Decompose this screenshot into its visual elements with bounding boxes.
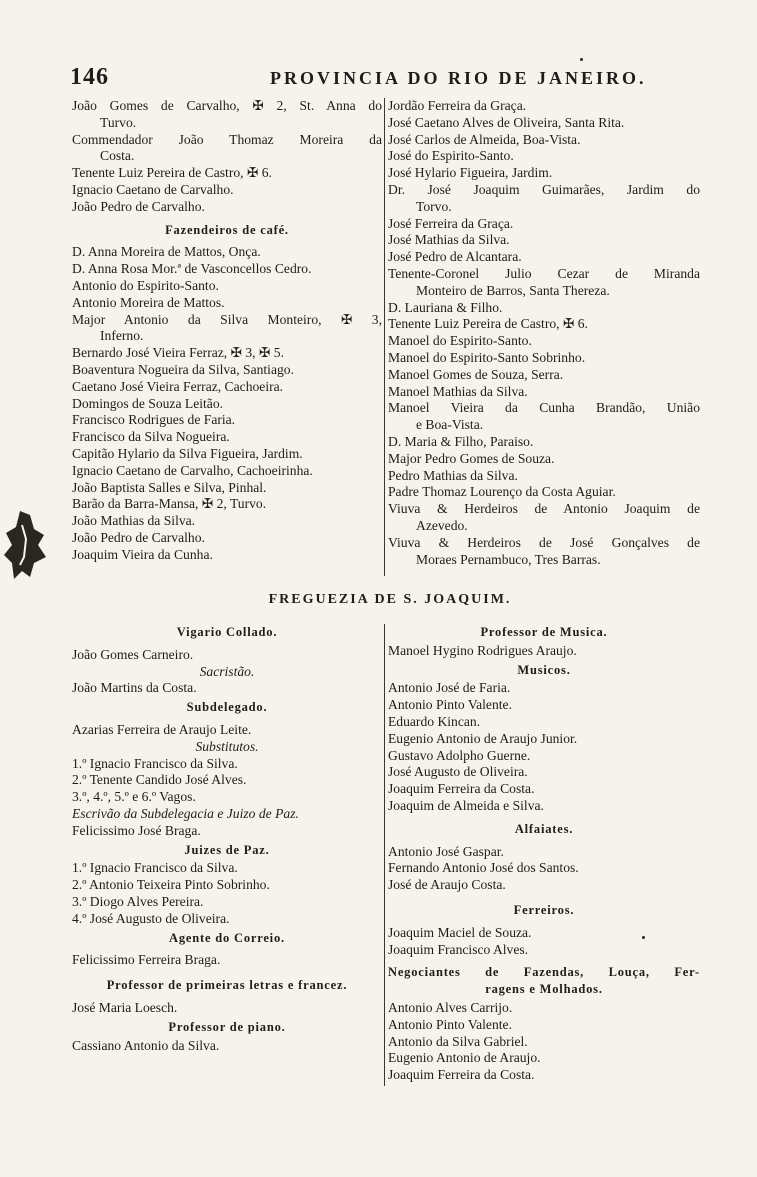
entry: 2.º Tenente Candido José Alves. bbox=[72, 772, 247, 788]
entry: Padre Thomaz Lourenço da Costa Aguiar. bbox=[388, 484, 616, 500]
entry: João Martins da Costa. bbox=[72, 680, 197, 696]
entry: 1.º Ignacio Francisco da Silva. bbox=[72, 755, 238, 771]
entry: Torvo. bbox=[416, 198, 452, 214]
entry: 2.º Antonio Teixeira Pinto Sobrinho. bbox=[72, 877, 270, 893]
entry: Inferno. bbox=[100, 328, 144, 344]
section-heading: Escrivão da Subdelegacia e Juizo de Paz. bbox=[72, 805, 299, 821]
entry: Viuva & Herdeiros de Antonio Joaquim de bbox=[388, 501, 700, 517]
entry: D. Maria & Filho, Paraiso. bbox=[388, 433, 534, 449]
entry: Antonio José Gaspar. bbox=[388, 843, 504, 859]
entry: João Gomes Carneiro. bbox=[72, 646, 194, 662]
entry: Major Pedro Gomes de Souza. bbox=[388, 450, 555, 466]
entry: Francisco da Silva Nogueira. bbox=[72, 429, 230, 445]
entry: Capitão Hylario da Silva Figueira, Jardim. bbox=[72, 445, 303, 461]
entry: José Caetano Alves de Oliveira, Santa Rita. bbox=[388, 114, 625, 130]
entry: Major Antonio da Silva Monteiro, ✠ 3, bbox=[72, 311, 382, 327]
section-heading: Alfaiates. bbox=[514, 821, 574, 836]
entry: Francisco Rodrigues de Faria. bbox=[72, 412, 236, 428]
entry: Caetano José Vieira Ferraz, Cachoeira. bbox=[72, 378, 284, 394]
entry: Joaquim de Almeida e Silva. bbox=[388, 797, 544, 813]
entry: 3.º Diogo Alves Pereira. bbox=[72, 893, 204, 909]
print-speck bbox=[580, 58, 583, 61]
entry: Eugenio Antonio de Araujo Junior. bbox=[388, 730, 578, 746]
column-rule bbox=[384, 624, 385, 1086]
entry: Fernando Antonio José dos Santos. bbox=[388, 860, 579, 876]
entry: Joaquim Maciel de Souza. bbox=[388, 924, 532, 940]
entry: Manoel do Espirito-Santo Sobrinho. bbox=[388, 349, 586, 365]
entry: 1.º Ignacio Francisco da Silva. bbox=[72, 860, 238, 876]
entry: Antonio José de Faria. bbox=[388, 680, 511, 696]
entry: Antonio Pinto Valente. bbox=[388, 697, 512, 713]
entry: Gustavo Adolpho Guerne. bbox=[388, 747, 531, 763]
top-right-column bbox=[388, 98, 700, 568]
entry: Joaquim Ferreira da Costa. bbox=[388, 1067, 535, 1083]
entry: 3.º, 4.º, 5.º e 6.º Vagos. bbox=[72, 789, 196, 805]
section-heading: Professor de primeiras letras e francez. bbox=[106, 978, 348, 993]
entry: Azevedo. bbox=[416, 517, 468, 533]
entry: Antonio do Espirito-Santo. bbox=[72, 277, 219, 293]
top-left-column bbox=[72, 98, 382, 564]
entry: José Pedro de Alcantara. bbox=[388, 249, 522, 265]
entry: Antonio Moreira de Mattos. bbox=[72, 294, 225, 310]
section-heading: Professor de Musica. bbox=[480, 625, 608, 639]
column-rule bbox=[384, 98, 385, 576]
entry: Turvo. bbox=[100, 114, 137, 130]
entry: Moraes Pernambuco, Tres Barras. bbox=[416, 551, 601, 567]
entry: Manoel Mathias da Silva. bbox=[388, 383, 528, 399]
entry: Antonio Pinto Valente. bbox=[388, 1016, 512, 1032]
section-heading: Negociantes de Fazendas, Louça, Fer- bbox=[388, 965, 700, 980]
entry: Commendador João Thomaz Moreira da bbox=[72, 131, 382, 147]
entry: Bernardo José Vieira Ferraz, ✠ 3, ✠ 5. bbox=[72, 345, 284, 361]
section-heading: Substitutos. bbox=[195, 738, 259, 754]
section-heading: Agente do Correio. bbox=[169, 930, 285, 945]
entry: Pedro Mathias da Silva. bbox=[388, 467, 518, 483]
entry: José Maria Loesch. bbox=[72, 999, 178, 1015]
entry: José do Espirito-Santo. bbox=[388, 148, 514, 164]
ink-blot-mark bbox=[0, 505, 52, 585]
section-heading: Ferreiros. bbox=[513, 902, 575, 917]
entry: José Mathias da Silva. bbox=[388, 232, 510, 248]
entry: Antonio Alves Carrijo. bbox=[388, 999, 513, 1015]
entry: João Gomes de Carvalho, ✠ 2, St. Anna do bbox=[72, 98, 382, 113]
section-heading: Professor de piano. bbox=[168, 1019, 286, 1034]
entry: João Pedro de Carvalho. bbox=[72, 529, 205, 545]
entry: João Pedro de Carvalho. bbox=[72, 198, 205, 214]
entry: Domingos de Souza Leitão. bbox=[72, 395, 224, 411]
section-heading: Subdelegado. bbox=[186, 700, 268, 715]
section-heading: Fazendeiros de café. bbox=[165, 222, 289, 237]
entry: Dr. José Joaquim Guimarães, Jardim do bbox=[388, 181, 700, 197]
entry: Antonio da Silva Gabriel. bbox=[388, 1033, 528, 1049]
entry: Tenente-Coronel Julio Cezar de Miranda bbox=[388, 265, 700, 281]
entry: Joaquim Ferreira da Costa. bbox=[388, 781, 535, 797]
entry: Jordão Ferreira da Graça. bbox=[388, 98, 527, 113]
entry: e Boa-Vista. bbox=[416, 417, 484, 433]
bottom-right-column bbox=[388, 622, 700, 1084]
entry: Joaquim Francisco Alves. bbox=[388, 941, 529, 957]
section-heading: Musicos. bbox=[517, 662, 571, 677]
section-heading: ragens e Molhados. bbox=[485, 982, 603, 997]
entry: Barão da Barra-Mansa, ✠ 2, Turvo. bbox=[72, 496, 267, 512]
entry: João Mathias da Silva. bbox=[72, 513, 196, 529]
entry: Manoel do Espirito-Santo. bbox=[388, 333, 532, 349]
entry: Ignacio Caetano de Carvalho. bbox=[72, 181, 234, 197]
running-title: PROVINCIA DO RIO DE JANEIRO. bbox=[270, 68, 647, 88]
entry: Eugenio Antonio de Araujo. bbox=[388, 1050, 541, 1066]
bottom-left-column bbox=[72, 622, 382, 1054]
entry: Viuva & Herdeiros de José Gonçalves de bbox=[388, 534, 700, 550]
entry: 4.º José Augusto de Oliveira. bbox=[72, 910, 230, 926]
entry: D. Anna Rosa Mor.ª de Vasconcellos Cedro. bbox=[72, 261, 312, 277]
entry: Tenente Luiz Pereira de Castro, ✠ 6. bbox=[388, 316, 588, 332]
entry: D. Lauriana & Filho. bbox=[388, 299, 503, 315]
entry: José Augusto de Oliveira. bbox=[388, 764, 528, 780]
entry: Felicissimo José Braga. bbox=[72, 822, 201, 838]
entry: Eduardo Kincan. bbox=[388, 713, 481, 729]
entry: Manoel Hygino Rodrigues Araujo. bbox=[388, 642, 577, 658]
entry: João Baptista Salles e Silva, Pinhal. bbox=[72, 479, 267, 495]
entry: Joaquim Vieira da Cunha. bbox=[72, 546, 213, 562]
entry: Cassiano Antonio da Silva. bbox=[72, 1037, 220, 1053]
entry: Boaventura Nogueira da Silva, Santiago. bbox=[72, 361, 294, 377]
section-title: FREGUEZIA DE S. JOAQUIM. bbox=[268, 592, 512, 607]
entry: Manoel Vieira da Cunha Brandão, União bbox=[388, 400, 700, 416]
entry: Ignacio Caetano de Carvalho, Cachoeirinha. bbox=[72, 462, 313, 478]
entry: José Hylario Figueira, Jardim. bbox=[388, 165, 553, 181]
entry: D. Anna Moreira de Mattos, Onça. bbox=[72, 244, 261, 260]
entry: Felicissimo Ferreira Braga. bbox=[72, 952, 221, 968]
page-header bbox=[70, 64, 710, 94]
entry: Monteiro de Barros, Santa Thereza. bbox=[416, 282, 610, 298]
section-heading: Sacristão. bbox=[199, 663, 255, 679]
entry: Azarias Ferreira de Araujo Leite. bbox=[72, 721, 252, 737]
entry: Costa. bbox=[100, 148, 135, 164]
entry: José de Araujo Costa. bbox=[388, 877, 506, 893]
section-heading: Juizes de Paz. bbox=[184, 842, 270, 857]
entry: José Carlos de Almeida, Boa-Vista. bbox=[388, 131, 581, 147]
page-number: 146 bbox=[70, 64, 109, 90]
entry: José Ferreira da Graça. bbox=[388, 215, 514, 231]
entry: Tenente Luiz Pereira de Castro, ✠ 6. bbox=[72, 165, 272, 181]
entry: Manoel Gomes de Souza, Serra. bbox=[388, 366, 564, 382]
section-heading: Vigario Collado. bbox=[176, 625, 278, 639]
